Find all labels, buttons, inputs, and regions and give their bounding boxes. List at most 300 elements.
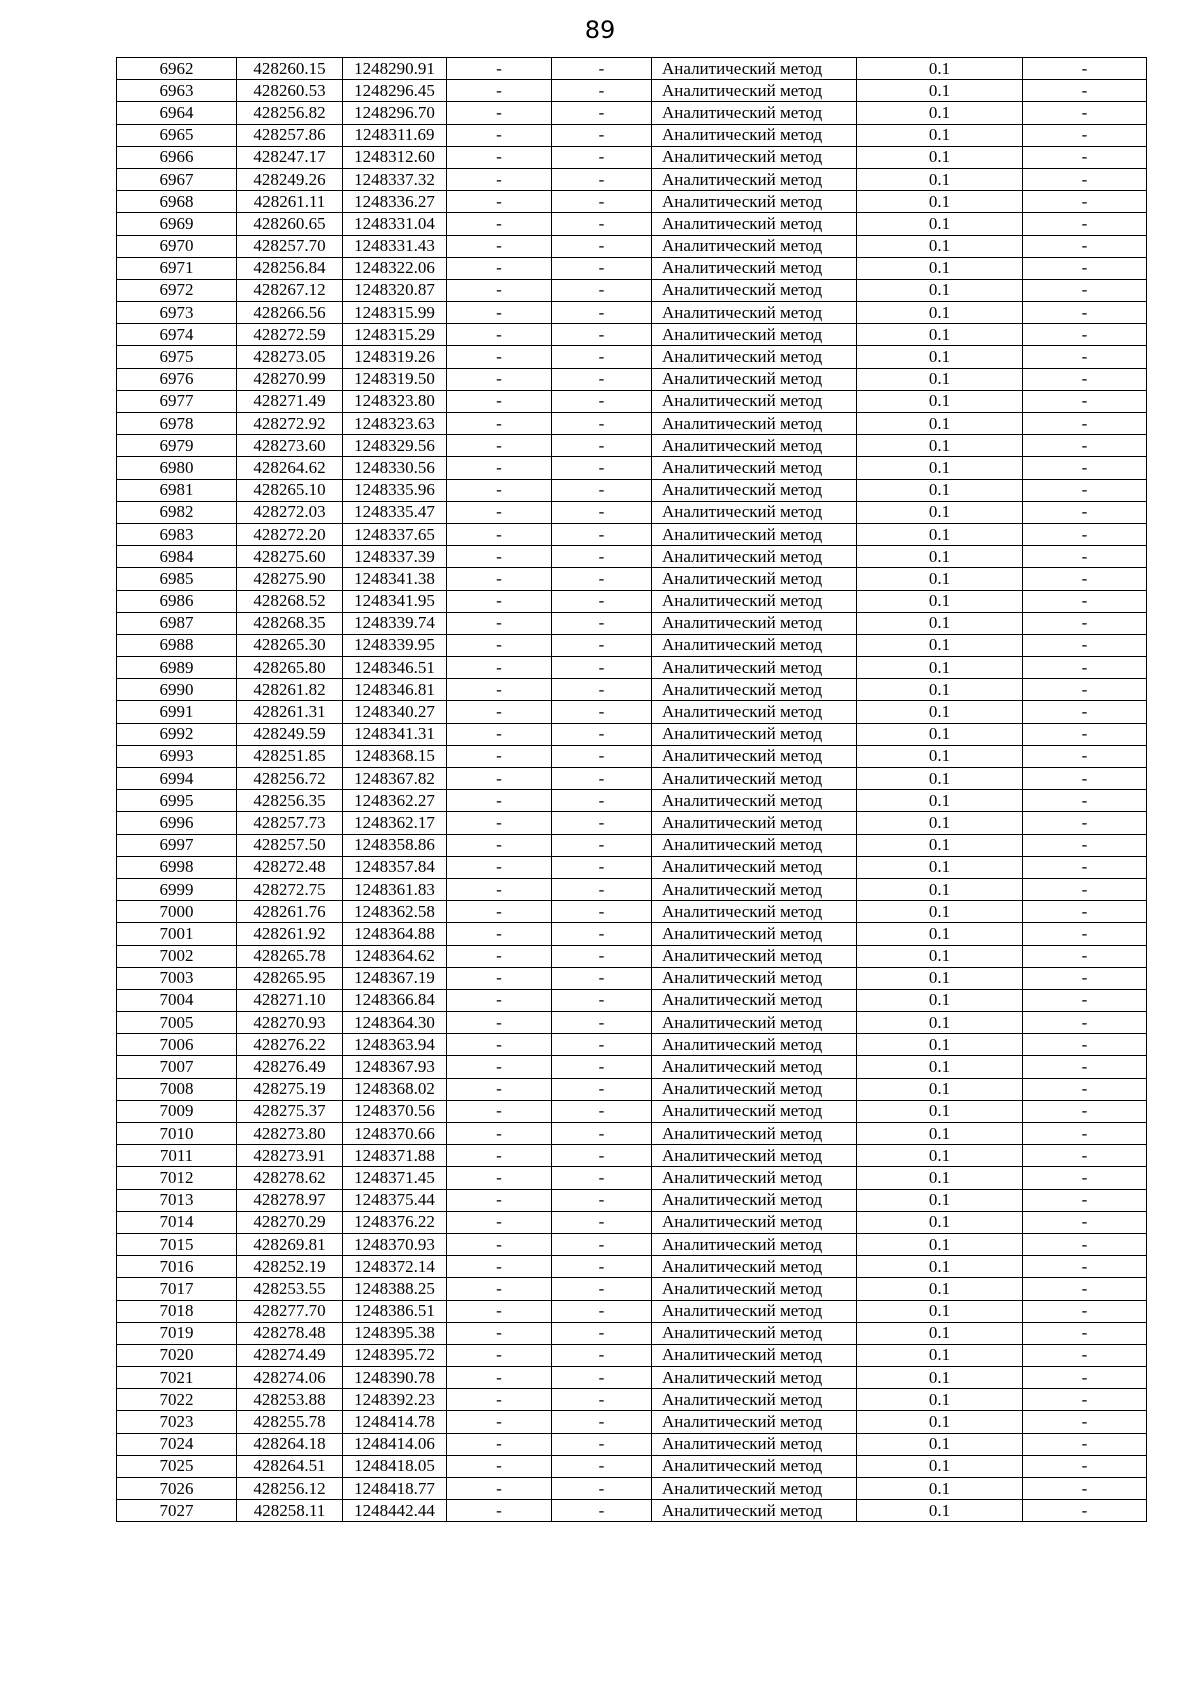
x-coordinate-cell: 428268.35 bbox=[237, 612, 343, 634]
accuracy-cell: 0.1 bbox=[857, 479, 1023, 501]
empty-value-cell: - bbox=[552, 679, 652, 701]
y-coordinate-cell: 1248322.06 bbox=[343, 257, 447, 279]
y-coordinate-cell: 1248315.99 bbox=[343, 302, 447, 324]
empty-value-cell: - bbox=[1023, 368, 1147, 390]
y-coordinate-cell: 1248341.95 bbox=[343, 590, 447, 612]
accuracy-cell: 0.1 bbox=[857, 413, 1023, 435]
x-coordinate-cell: 428261.11 bbox=[237, 191, 343, 213]
empty-value-cell: - bbox=[447, 834, 552, 856]
point-number-cell: 6970 bbox=[117, 235, 237, 257]
y-coordinate-cell: 1248372.14 bbox=[343, 1256, 447, 1278]
empty-value-cell: - bbox=[1023, 390, 1147, 412]
empty-value-cell: - bbox=[552, 901, 652, 923]
empty-value-cell: - bbox=[1023, 1078, 1147, 1100]
table-row bbox=[117, 1344, 1147, 1366]
y-coordinate-cell: 1248341.31 bbox=[343, 723, 447, 745]
accuracy-cell: 0.1 bbox=[857, 834, 1023, 856]
table-row bbox=[117, 723, 1147, 745]
point-number-cell: 6976 bbox=[117, 368, 237, 390]
y-coordinate-cell: 1248362.17 bbox=[343, 812, 447, 834]
empty-value-cell: - bbox=[1023, 878, 1147, 900]
point-number-cell: 7021 bbox=[117, 1367, 237, 1389]
empty-value-cell: - bbox=[552, 235, 652, 257]
table-row bbox=[117, 346, 1147, 368]
table-row bbox=[117, 523, 1147, 545]
table-row bbox=[117, 1411, 1147, 1433]
empty-value-cell: - bbox=[552, 612, 652, 634]
point-number-cell: 6986 bbox=[117, 590, 237, 612]
x-coordinate-cell: 428257.70 bbox=[237, 235, 343, 257]
y-coordinate-cell: 1248323.80 bbox=[343, 390, 447, 412]
point-number-cell: 6968 bbox=[117, 191, 237, 213]
table-row bbox=[117, 457, 1147, 479]
accuracy-cell: 0.1 bbox=[857, 812, 1023, 834]
empty-value-cell: - bbox=[447, 679, 552, 701]
empty-value-cell: - bbox=[447, 168, 552, 190]
empty-value-cell: - bbox=[447, 1278, 552, 1300]
empty-value-cell: - bbox=[447, 790, 552, 812]
method-cell: Аналитический метод bbox=[652, 146, 857, 168]
table-row bbox=[117, 168, 1147, 190]
y-coordinate-cell: 1248367.19 bbox=[343, 967, 447, 989]
table-row bbox=[117, 413, 1147, 435]
method-cell: Аналитический метод bbox=[652, 1233, 857, 1255]
empty-value-cell: - bbox=[1023, 923, 1147, 945]
accuracy-cell: 0.1 bbox=[857, 324, 1023, 346]
accuracy-cell: 0.1 bbox=[857, 1433, 1023, 1455]
empty-value-cell: - bbox=[552, 168, 652, 190]
x-coordinate-cell: 428265.80 bbox=[237, 657, 343, 679]
method-cell: Аналитический метод bbox=[652, 856, 857, 878]
point-number-cell: 6963 bbox=[117, 80, 237, 102]
point-number-cell: 7018 bbox=[117, 1300, 237, 1322]
empty-value-cell: - bbox=[447, 1256, 552, 1278]
method-cell: Аналитический метод bbox=[652, 745, 857, 767]
empty-value-cell: - bbox=[1023, 413, 1147, 435]
x-coordinate-cell: 428265.30 bbox=[237, 634, 343, 656]
empty-value-cell: - bbox=[552, 191, 652, 213]
point-number-cell: 6962 bbox=[117, 58, 237, 80]
point-number-cell: 6974 bbox=[117, 324, 237, 346]
page-number: 89 bbox=[584, 16, 616, 44]
y-coordinate-cell: 1248339.74 bbox=[343, 612, 447, 634]
empty-value-cell: - bbox=[1023, 1389, 1147, 1411]
table-row bbox=[117, 612, 1147, 634]
table-row bbox=[117, 191, 1147, 213]
accuracy-cell: 0.1 bbox=[857, 235, 1023, 257]
table-row bbox=[117, 568, 1147, 590]
empty-value-cell: - bbox=[447, 723, 552, 745]
empty-value-cell: - bbox=[552, 834, 652, 856]
empty-value-cell: - bbox=[447, 1233, 552, 1255]
empty-value-cell: - bbox=[552, 1034, 652, 1056]
point-number-cell: 7024 bbox=[117, 1433, 237, 1455]
x-coordinate-cell: 428258.11 bbox=[237, 1500, 343, 1522]
table-row bbox=[117, 1100, 1147, 1122]
x-coordinate-cell: 428276.49 bbox=[237, 1056, 343, 1078]
accuracy-cell: 0.1 bbox=[857, 1300, 1023, 1322]
table-row bbox=[117, 1300, 1147, 1322]
table-row bbox=[117, 58, 1147, 80]
point-number-cell: 6971 bbox=[117, 257, 237, 279]
empty-value-cell: - bbox=[1023, 634, 1147, 656]
method-cell: Аналитический метод bbox=[652, 768, 857, 790]
empty-value-cell: - bbox=[447, 1300, 552, 1322]
empty-value-cell: - bbox=[447, 1056, 552, 1078]
x-coordinate-cell: 428270.93 bbox=[237, 1012, 343, 1034]
method-cell: Аналитический метод bbox=[652, 1078, 857, 1100]
point-number-cell: 6987 bbox=[117, 612, 237, 634]
table-row bbox=[117, 812, 1147, 834]
empty-value-cell: - bbox=[1023, 723, 1147, 745]
empty-value-cell: - bbox=[447, 1167, 552, 1189]
accuracy-cell: 0.1 bbox=[857, 1100, 1023, 1122]
point-number-cell: 7022 bbox=[117, 1389, 237, 1411]
method-cell: Аналитический метод bbox=[652, 1211, 857, 1233]
x-coordinate-cell: 428247.17 bbox=[237, 146, 343, 168]
empty-value-cell: - bbox=[447, 1322, 552, 1344]
table-row bbox=[117, 1034, 1147, 1056]
empty-value-cell: - bbox=[1023, 590, 1147, 612]
table-row bbox=[117, 257, 1147, 279]
method-cell: Аналитический метод bbox=[652, 812, 857, 834]
x-coordinate-cell: 428265.95 bbox=[237, 967, 343, 989]
point-number-cell: 7027 bbox=[117, 1500, 237, 1522]
empty-value-cell: - bbox=[552, 1278, 652, 1300]
y-coordinate-cell: 1248414.78 bbox=[343, 1411, 447, 1433]
empty-value-cell: - bbox=[552, 1344, 652, 1366]
accuracy-cell: 0.1 bbox=[857, 901, 1023, 923]
point-number-cell: 7017 bbox=[117, 1278, 237, 1300]
point-number-cell: 7019 bbox=[117, 1322, 237, 1344]
y-coordinate-cell: 1248366.84 bbox=[343, 989, 447, 1011]
empty-value-cell: - bbox=[552, 923, 652, 945]
empty-value-cell: - bbox=[1023, 257, 1147, 279]
method-cell: Аналитический метод bbox=[652, 235, 857, 257]
table-row bbox=[117, 1211, 1147, 1233]
method-cell: Аналитический метод bbox=[652, 279, 857, 301]
empty-value-cell: - bbox=[447, 1012, 552, 1034]
empty-value-cell: - bbox=[1023, 191, 1147, 213]
empty-value-cell: - bbox=[552, 989, 652, 1011]
x-coordinate-cell: 428256.12 bbox=[237, 1478, 343, 1500]
table-row bbox=[117, 213, 1147, 235]
method-cell: Аналитический метод bbox=[652, 1256, 857, 1278]
empty-value-cell: - bbox=[1023, 546, 1147, 568]
accuracy-cell: 0.1 bbox=[857, 679, 1023, 701]
empty-value-cell: - bbox=[552, 146, 652, 168]
table-row bbox=[117, 834, 1147, 856]
y-coordinate-cell: 1248357.84 bbox=[343, 856, 447, 878]
table-row bbox=[117, 1455, 1147, 1477]
empty-value-cell: - bbox=[1023, 745, 1147, 767]
x-coordinate-cell: 428260.15 bbox=[237, 58, 343, 80]
empty-value-cell: - bbox=[447, 812, 552, 834]
empty-value-cell: - bbox=[447, 657, 552, 679]
accuracy-cell: 0.1 bbox=[857, 1278, 1023, 1300]
y-coordinate-cell: 1248392.23 bbox=[343, 1389, 447, 1411]
table-row bbox=[117, 1256, 1147, 1278]
empty-value-cell: - bbox=[552, 723, 652, 745]
method-cell: Аналитический метод bbox=[652, 501, 857, 523]
empty-value-cell: - bbox=[1023, 523, 1147, 545]
accuracy-cell: 0.1 bbox=[857, 989, 1023, 1011]
point-number-cell: 6998 bbox=[117, 856, 237, 878]
empty-value-cell: - bbox=[447, 390, 552, 412]
empty-value-cell: - bbox=[552, 1211, 652, 1233]
empty-value-cell: - bbox=[447, 479, 552, 501]
accuracy-cell: 0.1 bbox=[857, 1344, 1023, 1366]
method-cell: Аналитический метод bbox=[652, 1478, 857, 1500]
y-coordinate-cell: 1248375.44 bbox=[343, 1189, 447, 1211]
x-coordinate-cell: 428261.92 bbox=[237, 923, 343, 945]
x-coordinate-cell: 428249.26 bbox=[237, 168, 343, 190]
empty-value-cell: - bbox=[1023, 435, 1147, 457]
y-coordinate-cell: 1248337.32 bbox=[343, 168, 447, 190]
accuracy-cell: 0.1 bbox=[857, 302, 1023, 324]
method-cell: Аналитический метод bbox=[652, 923, 857, 945]
x-coordinate-cell: 428272.92 bbox=[237, 413, 343, 435]
point-number-cell: 6984 bbox=[117, 546, 237, 568]
accuracy-cell: 0.1 bbox=[857, 1455, 1023, 1477]
empty-value-cell: - bbox=[552, 590, 652, 612]
point-number-cell: 6989 bbox=[117, 657, 237, 679]
empty-value-cell: - bbox=[447, 1123, 552, 1145]
table-row bbox=[117, 590, 1147, 612]
empty-value-cell: - bbox=[447, 279, 552, 301]
empty-value-cell: - bbox=[1023, 146, 1147, 168]
empty-value-cell: - bbox=[447, 945, 552, 967]
method-cell: Аналитический метод bbox=[652, 790, 857, 812]
table-row bbox=[117, 435, 1147, 457]
point-number-cell: 6969 bbox=[117, 213, 237, 235]
point-number-cell: 7013 bbox=[117, 1189, 237, 1211]
empty-value-cell: - bbox=[447, 878, 552, 900]
empty-value-cell: - bbox=[1023, 790, 1147, 812]
table-row bbox=[117, 634, 1147, 656]
empty-value-cell: - bbox=[552, 1389, 652, 1411]
point-number-cell: 7026 bbox=[117, 1478, 237, 1500]
method-cell: Аналитический метод bbox=[652, 302, 857, 324]
table-row bbox=[117, 235, 1147, 257]
point-number-cell: 7020 bbox=[117, 1344, 237, 1366]
x-coordinate-cell: 428277.70 bbox=[237, 1300, 343, 1322]
x-coordinate-cell: 428261.76 bbox=[237, 901, 343, 923]
point-number-cell: 6996 bbox=[117, 812, 237, 834]
y-coordinate-cell: 1248367.82 bbox=[343, 768, 447, 790]
empty-value-cell: - bbox=[552, 1100, 652, 1122]
empty-value-cell: - bbox=[1023, 568, 1147, 590]
y-coordinate-cell: 1248414.06 bbox=[343, 1433, 447, 1455]
x-coordinate-cell: 428275.60 bbox=[237, 546, 343, 568]
accuracy-cell: 0.1 bbox=[857, 1167, 1023, 1189]
empty-value-cell: - bbox=[1023, 1344, 1147, 1366]
table-row bbox=[117, 745, 1147, 767]
point-number-cell: 6973 bbox=[117, 302, 237, 324]
empty-value-cell: - bbox=[447, 1344, 552, 1366]
y-coordinate-cell: 1248312.60 bbox=[343, 146, 447, 168]
empty-value-cell: - bbox=[447, 346, 552, 368]
method-cell: Аналитический метод bbox=[652, 213, 857, 235]
empty-value-cell: - bbox=[552, 967, 652, 989]
method-cell: Аналитический метод bbox=[652, 1344, 857, 1366]
accuracy-cell: 0.1 bbox=[857, 146, 1023, 168]
empty-value-cell: - bbox=[552, 1012, 652, 1034]
empty-value-cell: - bbox=[552, 457, 652, 479]
empty-value-cell: - bbox=[552, 368, 652, 390]
empty-value-cell: - bbox=[1023, 612, 1147, 634]
accuracy-cell: 0.1 bbox=[857, 1034, 1023, 1056]
empty-value-cell: - bbox=[1023, 1145, 1147, 1167]
empty-value-cell: - bbox=[1023, 657, 1147, 679]
empty-value-cell: - bbox=[447, 856, 552, 878]
empty-value-cell: - bbox=[447, 80, 552, 102]
method-cell: Аналитический метод bbox=[652, 413, 857, 435]
point-number-cell: 6979 bbox=[117, 435, 237, 457]
table-row bbox=[117, 701, 1147, 723]
x-coordinate-cell: 428276.22 bbox=[237, 1034, 343, 1056]
accuracy-cell: 0.1 bbox=[857, 501, 1023, 523]
empty-value-cell: - bbox=[447, 923, 552, 945]
x-coordinate-cell: 428260.65 bbox=[237, 213, 343, 235]
table-row bbox=[117, 1322, 1147, 1344]
empty-value-cell: - bbox=[552, 856, 652, 878]
x-coordinate-cell: 428256.82 bbox=[237, 102, 343, 124]
empty-value-cell: - bbox=[447, 768, 552, 790]
x-coordinate-cell: 428275.19 bbox=[237, 1078, 343, 1100]
y-coordinate-cell: 1248331.04 bbox=[343, 213, 447, 235]
table-row bbox=[117, 856, 1147, 878]
method-cell: Аналитический метод bbox=[652, 1167, 857, 1189]
accuracy-cell: 0.1 bbox=[857, 612, 1023, 634]
y-coordinate-cell: 1248346.81 bbox=[343, 679, 447, 701]
x-coordinate-cell: 428264.18 bbox=[237, 1433, 343, 1455]
method-cell: Аналитический метод bbox=[652, 945, 857, 967]
point-number-cell: 6964 bbox=[117, 102, 237, 124]
y-coordinate-cell: 1248376.22 bbox=[343, 1211, 447, 1233]
empty-value-cell: - bbox=[447, 1455, 552, 1477]
coordinates-table bbox=[116, 57, 1147, 1522]
empty-value-cell: - bbox=[1023, 58, 1147, 80]
y-coordinate-cell: 1248364.30 bbox=[343, 1012, 447, 1034]
table-row bbox=[117, 1233, 1147, 1255]
x-coordinate-cell: 428261.82 bbox=[237, 679, 343, 701]
empty-value-cell: - bbox=[1023, 901, 1147, 923]
x-coordinate-cell: 428269.81 bbox=[237, 1233, 343, 1255]
empty-value-cell: - bbox=[1023, 945, 1147, 967]
method-cell: Аналитический метод bbox=[652, 1300, 857, 1322]
method-cell: Аналитический метод bbox=[652, 1455, 857, 1477]
accuracy-cell: 0.1 bbox=[857, 124, 1023, 146]
table-row bbox=[117, 657, 1147, 679]
y-coordinate-cell: 1248390.78 bbox=[343, 1367, 447, 1389]
empty-value-cell: - bbox=[552, 1233, 652, 1255]
empty-value-cell: - bbox=[1023, 302, 1147, 324]
empty-value-cell: - bbox=[552, 1367, 652, 1389]
method-cell: Аналитический метод bbox=[652, 80, 857, 102]
accuracy-cell: 0.1 bbox=[857, 213, 1023, 235]
empty-value-cell: - bbox=[552, 257, 652, 279]
accuracy-cell: 0.1 bbox=[857, 368, 1023, 390]
method-cell: Аналитический метод bbox=[652, 479, 857, 501]
x-coordinate-cell: 428272.03 bbox=[237, 501, 343, 523]
method-cell: Аналитический метод bbox=[652, 1056, 857, 1078]
empty-value-cell: - bbox=[1023, 1189, 1147, 1211]
x-coordinate-cell: 428256.72 bbox=[237, 768, 343, 790]
point-number-cell: 6966 bbox=[117, 146, 237, 168]
accuracy-cell: 0.1 bbox=[857, 1012, 1023, 1034]
y-coordinate-cell: 1248335.47 bbox=[343, 501, 447, 523]
empty-value-cell: - bbox=[552, 1322, 652, 1344]
empty-value-cell: - bbox=[552, 1500, 652, 1522]
y-coordinate-cell: 1248340.27 bbox=[343, 701, 447, 723]
accuracy-cell: 0.1 bbox=[857, 1078, 1023, 1100]
point-number-cell: 7003 bbox=[117, 967, 237, 989]
y-coordinate-cell: 1248370.93 bbox=[343, 1233, 447, 1255]
empty-value-cell: - bbox=[552, 435, 652, 457]
empty-value-cell: - bbox=[552, 945, 652, 967]
accuracy-cell: 0.1 bbox=[857, 1233, 1023, 1255]
table-row bbox=[117, 878, 1147, 900]
accuracy-cell: 0.1 bbox=[857, 790, 1023, 812]
method-cell: Аналитический метод bbox=[652, 1034, 857, 1056]
table-row bbox=[117, 501, 1147, 523]
x-coordinate-cell: 428255.78 bbox=[237, 1411, 343, 1433]
empty-value-cell: - bbox=[447, 901, 552, 923]
point-number-cell: 7007 bbox=[117, 1056, 237, 1078]
empty-value-cell: - bbox=[447, 146, 552, 168]
x-coordinate-cell: 428273.60 bbox=[237, 435, 343, 457]
accuracy-cell: 0.1 bbox=[857, 768, 1023, 790]
point-number-cell: 7015 bbox=[117, 1233, 237, 1255]
accuracy-cell: 0.1 bbox=[857, 745, 1023, 767]
y-coordinate-cell: 1248395.72 bbox=[343, 1344, 447, 1366]
table-row bbox=[117, 124, 1147, 146]
method-cell: Аналитический метод bbox=[652, 457, 857, 479]
empty-value-cell: - bbox=[552, 768, 652, 790]
accuracy-cell: 0.1 bbox=[857, 856, 1023, 878]
method-cell: Аналитический метод bbox=[652, 58, 857, 80]
accuracy-cell: 0.1 bbox=[857, 634, 1023, 656]
method-cell: Аналитический метод bbox=[652, 1389, 857, 1411]
x-coordinate-cell: 428273.91 bbox=[237, 1145, 343, 1167]
empty-value-cell: - bbox=[1023, 279, 1147, 301]
empty-value-cell: - bbox=[1023, 102, 1147, 124]
point-number-cell: 6994 bbox=[117, 768, 237, 790]
table-row bbox=[117, 1123, 1147, 1145]
empty-value-cell: - bbox=[447, 701, 552, 723]
accuracy-cell: 0.1 bbox=[857, 967, 1023, 989]
empty-value-cell: - bbox=[1023, 1233, 1147, 1255]
accuracy-cell: 0.1 bbox=[857, 568, 1023, 590]
y-coordinate-cell: 1248395.38 bbox=[343, 1322, 447, 1344]
y-coordinate-cell: 1248364.62 bbox=[343, 945, 447, 967]
empty-value-cell: - bbox=[1023, 1367, 1147, 1389]
method-cell: Аналитический метод bbox=[652, 257, 857, 279]
x-coordinate-cell: 428261.31 bbox=[237, 701, 343, 723]
method-cell: Аналитический метод bbox=[652, 1012, 857, 1034]
accuracy-cell: 0.1 bbox=[857, 257, 1023, 279]
method-cell: Аналитический метод bbox=[652, 1322, 857, 1344]
empty-value-cell: - bbox=[1023, 834, 1147, 856]
y-coordinate-cell: 1248323.63 bbox=[343, 413, 447, 435]
empty-value-cell: - bbox=[447, 235, 552, 257]
accuracy-cell: 0.1 bbox=[857, 346, 1023, 368]
method-cell: Аналитический метод bbox=[652, 1278, 857, 1300]
empty-value-cell: - bbox=[1023, 1411, 1147, 1433]
method-cell: Аналитический метод bbox=[652, 657, 857, 679]
point-number-cell: 6983 bbox=[117, 523, 237, 545]
